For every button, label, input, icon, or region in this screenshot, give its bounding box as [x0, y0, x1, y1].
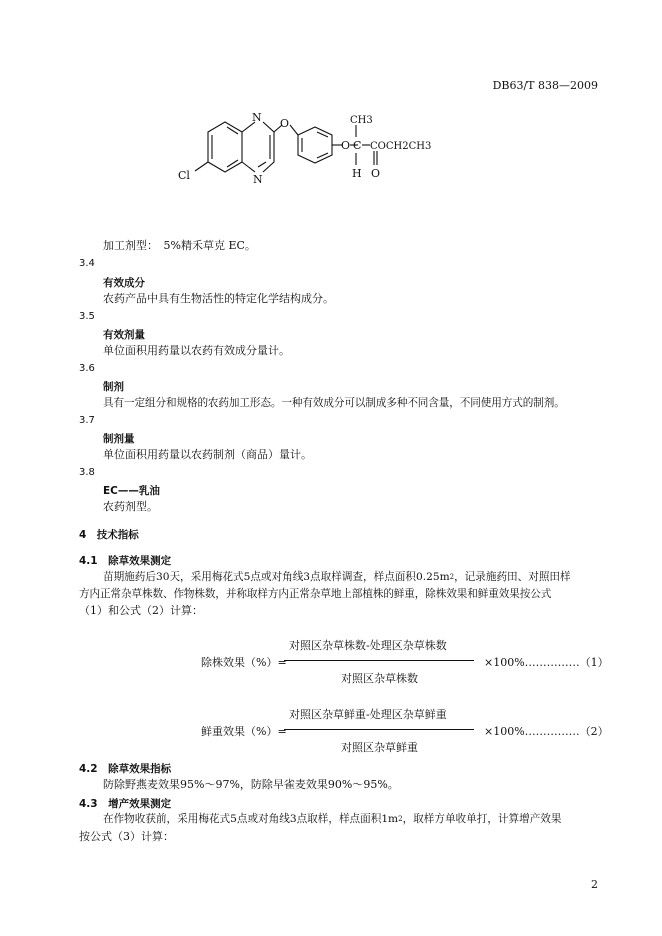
def-term: 制剂量	[103, 433, 135, 445]
def-text: 单位面积用药量以农药有效成分量计。	[103, 344, 290, 357]
ester-group-label: COCH2CH3	[370, 141, 432, 152]
carbonyl-oxygen-label: O	[371, 167, 381, 180]
paragraph-line: 防除野燕麦效果95%～97%，防除早雀麦效果90%～95%。	[103, 778, 399, 791]
pyrazine-ring	[242, 122, 274, 172]
carbon-label-chiral: C	[353, 139, 362, 152]
oxygen-label-chiral: O	[341, 139, 351, 152]
nitrogen-label-bottom: N	[253, 173, 263, 186]
def-term: 制剂	[103, 381, 124, 393]
formula-numerator: 对照区杂草株数-处理区杂草株数	[289, 639, 447, 652]
def-number: 3.8	[79, 467, 95, 478]
def-text: 具有一定组分和规格的农药加工形态。一种有效成分可以制成多种不同含量，不同使用方式的制剂。	[103, 397, 565, 409]
fraction-bar	[284, 660, 474, 661]
chemical-structure-diagram	[170, 105, 440, 210]
def-number: 3.7	[79, 415, 95, 426]
hydrogen-label: H	[352, 167, 362, 180]
section-title: 4 技术指标	[79, 529, 139, 541]
def-term: EC——乳油	[103, 485, 160, 497]
formula-numerator: 对照区杂草鲜重-处理区杂草鲜重	[289, 708, 447, 721]
formula-denominator: 对照区杂草鲜重	[341, 741, 418, 754]
paragraph-line: 苗期施药后30天，采用梅花式5点或对角线3点取样调查，样点面积$0.25m^2$，记录施药田、对照田样	[103, 571, 571, 583]
formula-tail: ×100%……………（2）	[484, 725, 609, 738]
subsection-title: 4.2 除草效果指标	[79, 763, 172, 775]
formula-label: 除株效果（%）=	[201, 656, 287, 669]
doc-code: DB63/T 838—2009	[492, 79, 598, 92]
def-text: 农药产品中具有生物活性的特定化学结构成分。	[103, 292, 334, 305]
subsection-title: 4.1 除草效果测定	[79, 555, 172, 567]
formulation-line: 加工剂型： 5%精禾草克 EC。	[103, 239, 256, 252]
paragraph-line: （1）和公式（2）计算：	[79, 604, 203, 617]
def-text: 农药剂型。	[103, 500, 158, 513]
def-term: 有效剂量	[103, 329, 145, 341]
def-text: 单位面积用药量以农药制剂（商品）量计。	[103, 448, 312, 461]
formula-tail: ×100%……………（1）	[484, 656, 609, 669]
benzene-ring-right	[298, 127, 332, 163]
def-number: 3.5	[79, 311, 95, 322]
paragraph-line: 在作物收获前，采用梅花式5点或对角线3点取样，样点面积$1m^2$，取样方单收单打，计算增产效果	[103, 813, 562, 825]
def-number: 3.6	[79, 363, 95, 374]
formula-label: 鲜重效果（%）=	[201, 725, 287, 738]
paragraph-line: 按公式（3）计算：	[79, 830, 174, 843]
page-number: 2	[591, 878, 598, 891]
chlorine-label: Cl	[178, 169, 190, 182]
formula-denominator: 对照区杂草株数	[341, 672, 418, 685]
benzene-ring-left	[208, 122, 242, 172]
def-number: 3.4	[79, 258, 95, 269]
fraction-bar	[284, 729, 474, 730]
def-term: 有效成分	[103, 277, 145, 289]
paragraph-line: 方内正常杂草株数、作物株数，并称取样方内正常杂草地上部植株的鲜重，除株效果和鲜重效果按公式	[79, 588, 552, 600]
methyl-label: CH3	[350, 115, 373, 126]
oxygen-label-ether: O	[280, 117, 290, 130]
nitrogen-label-top: N	[252, 111, 262, 124]
subsection-title: 4.3 增产效果测定	[79, 798, 172, 810]
